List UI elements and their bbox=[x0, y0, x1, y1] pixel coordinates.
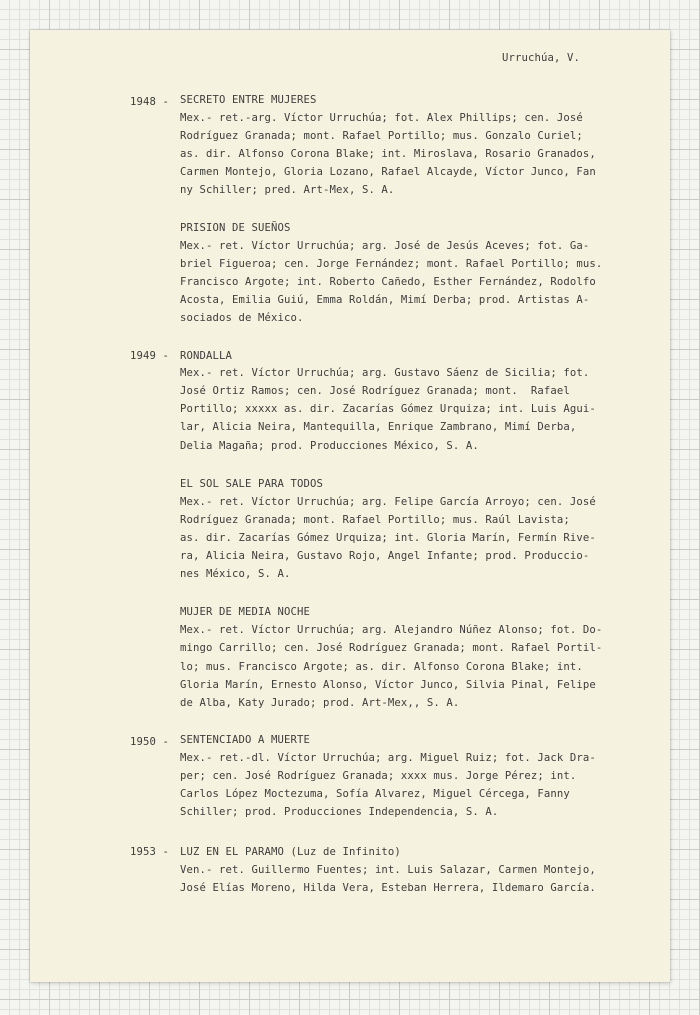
entry-line: Mex.- ret. Víctor Urruchúa; arg. Alejandro Núñez Alonso; fot. Do- bbox=[180, 624, 603, 636]
entry-line: briel Figueroa; cen. Jorge Fernández; mont. Rafael Portillo; mus. bbox=[180, 258, 603, 270]
entry-line: as. dir. Alfonso Corona Blake; int. Miroslava, Rosario Granados, bbox=[180, 148, 596, 160]
entry-title: SENTENCIADO A MUERTE bbox=[180, 734, 310, 746]
entry-title: LUZ EN EL PARAMO (Luz de Infinito) bbox=[180, 846, 401, 858]
entry-line: Mex.- ret.-arg. Víctor Urruchúa; fot. Alex Phillips; cen. José bbox=[180, 112, 583, 124]
entry-line: Schiller; prod. Producciones Independencia, S. A. bbox=[180, 806, 499, 818]
entry-line: de Alba, Katy Jurado; prod. Art-Mex,, S. A. bbox=[180, 697, 460, 709]
entry-line: Ven.- ret. Guillermo Fuentes; int. Luis Salazar, Carmen Montejo, bbox=[180, 864, 596, 876]
entry-line: lo; mus. Francisco Argote; as. dir. Alfonso Corona Blake; int. bbox=[180, 661, 583, 673]
entry-line: nes México, S. A. bbox=[180, 568, 291, 580]
header-name: Urruchúa, V. bbox=[502, 52, 580, 64]
entry-line: sociados de México. bbox=[180, 312, 304, 324]
entry-line: ny Schiller; pred. Art-Mex, S. A. bbox=[180, 184, 395, 196]
entry-line: Mex.- ret. Víctor Urruchúa; arg. Felipe García Arroyo; cen. José bbox=[180, 496, 596, 508]
entry-title: SECRETO ENTRE MUJERES bbox=[180, 94, 317, 106]
entry-title: RONDALLA bbox=[180, 350, 232, 362]
typewritten-page bbox=[30, 30, 670, 982]
entry-line: Carlos López Moctezuma, Sofía Alvarez, Miguel Cércega, Fanny bbox=[180, 788, 570, 800]
entry-title: EL SOL SALE PARA TODOS bbox=[180, 478, 323, 490]
entry-title: PRISION DE SUEÑOS bbox=[180, 222, 291, 234]
entry-line: Rodríguez Granada; mont. Rafael Portillo; mus. Gonzalo Curiel; bbox=[180, 130, 583, 142]
entry-line: mingo Carrillo; cen. José Rodríguez Granada; mont. Rafael Portil- bbox=[180, 642, 603, 654]
entry-line: Mex.- ret. Víctor Urruchúa; arg. Gustavo Sáenz de Sicilia; fot. bbox=[180, 367, 590, 379]
entry-line: ra, Alicia Neira, Gustavo Rojo, Angel Infante; prod. Produccio- bbox=[180, 550, 590, 562]
entry-line: Francisco Argote; int. Roberto Cañedo, Esther Fernández, Rodolfo bbox=[180, 276, 596, 288]
entry-year: 1953 - bbox=[130, 846, 169, 858]
entry-year: 1950 - bbox=[130, 736, 169, 748]
entry-year: 1948 - bbox=[130, 96, 169, 108]
entry-line: Carmen Montejo, Gloria Lozano, Rafael Alcayde, Víctor Junco, Fan bbox=[180, 166, 596, 178]
entry-year: 1949 - bbox=[130, 350, 169, 362]
entry-line: Mex.- ret.-dl. Víctor Urruchúa; arg. Miguel Ruiz; fot. Jack Dra- bbox=[180, 752, 596, 764]
entry-title: MUJER DE MEDIA NOCHE bbox=[180, 606, 310, 618]
entry-line: Delia Magaña; prod. Producciones México, S. A. bbox=[180, 440, 479, 452]
entry-line: as. dir. Zacarías Gómez Urquiza; int. Gloria Marín, Fermín Rive- bbox=[180, 532, 596, 544]
entry-line: Mex.- ret. Víctor Urruchúa; arg. José de Jesús Aceves; fot. Ga- bbox=[180, 240, 590, 252]
entry-line: Portillo; xxxxx as. dir. Zacarías Gómez Urquiza; int. Luis Agui- bbox=[180, 403, 596, 415]
entry-line: José Ortiz Ramos; cen. José Rodríguez Granada; mont. Rafael bbox=[180, 385, 570, 397]
page-text bbox=[30, 30, 603, 894]
entry-line: per; cen. José Rodríguez Granada; xxxx mus. Jorge Pérez; int. bbox=[180, 770, 577, 782]
entry-line: Rodríguez Granada; mont. Rafael Portillo; mus. Raúl Lavista; bbox=[180, 514, 570, 526]
entry-line: Gloria Marín, Ernesto Alonso, Víctor Junco, Silvia Pinal, Felipe bbox=[180, 679, 596, 691]
entry-line: José Elías Moreno, Hilda Vera, Esteban Herrera, Ildemaro García. bbox=[180, 882, 596, 894]
entry-line: Acosta, Emilia Guiú, Emma Roldán, Mimí Derba; prod. Artistas A- bbox=[180, 294, 590, 306]
entry-line: lar, Alicia Neira, Mantequilla, Enrique Zambrano, Mimí Derba, bbox=[180, 421, 577, 433]
